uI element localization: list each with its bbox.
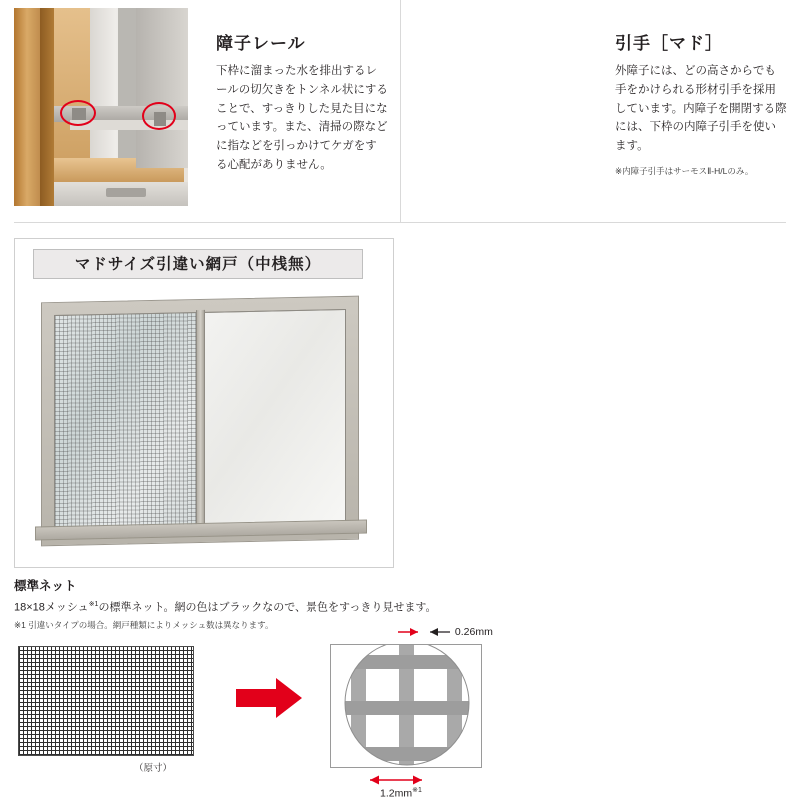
center-mullion [196,310,205,532]
shoji-rail-block [0,0,400,222]
red-arrow-icon [236,678,302,718]
net-wire-dimension-text: 0.26mm [454,626,493,638]
net-mesh-count: 18×18メッシュ [14,601,89,614]
window-outer-frame [41,296,359,547]
shoji-rail-title: 障子レール [216,34,306,53]
middle-section [14,238,786,568]
net-description-rest: の標準ネット。網の色はブラックなので、景色をすっきり見せます。 [98,601,437,614]
sliding-screen-window-figure [35,287,375,555]
net-pitch-dimension-text: 1.2mm [380,787,413,800]
top-section [0,0,800,222]
mesh-overlay [55,313,199,532]
shoji-rail-photo-image [14,8,188,206]
pull-handle-title: 引手［マド］ [615,34,723,53]
glass-pane-right [200,309,346,530]
screen-type-label [33,249,363,279]
net-zoom-figure [330,644,482,768]
section-divider [14,222,786,223]
rail-notch-mark-right [142,102,176,130]
window-inner-area [54,309,346,533]
screen-type-label-text: マドサイズ引違い網戸（中桟無） [74,256,322,273]
net-figures [14,626,786,802]
pull-handle-note: ※内障子引手はサーモスⅡ-H/Lのみ。 [615,165,754,176]
shoji-rail-photo [14,8,188,206]
net-actual-size-swatch [18,646,194,756]
pull-handle-block [400,0,800,222]
rail-notch-mark-left [60,100,96,126]
net-wire-dimension [396,626,493,638]
screen-figure-panel [14,238,394,568]
standard-net-section [14,576,786,800]
standard-net-note: ※1 引違いタイプの場合。網戸種類によりメッシュ数は異なります。 [14,620,274,631]
net-pitch-dimension [366,774,426,800]
net-mesh-count-footnote-mark: ※1 [88,601,99,608]
net-actual-size-caption: （原寸） [134,763,173,774]
screen-pane-left [54,312,200,533]
standard-net-description [14,600,786,616]
shoji-rail-body: 下枠に溜まった水を排出するレールの切欠きをトンネル状にすることで、すっきりした見た目になっています。また、清掃の際などに指などを引っかけてケガをする心配がありません。 [216,65,388,171]
net-zoom-circle [330,644,482,768]
pull-handle-body: 外障子には、どの高さからでも手をかけられる形材引手を採用しています。内障子を開閉する際には、下枠の内障子引手を使います。 [615,65,787,152]
standard-net-title: 標準ネット [14,579,77,593]
net-pitch-footnote-mark: ※1 [412,787,422,795]
